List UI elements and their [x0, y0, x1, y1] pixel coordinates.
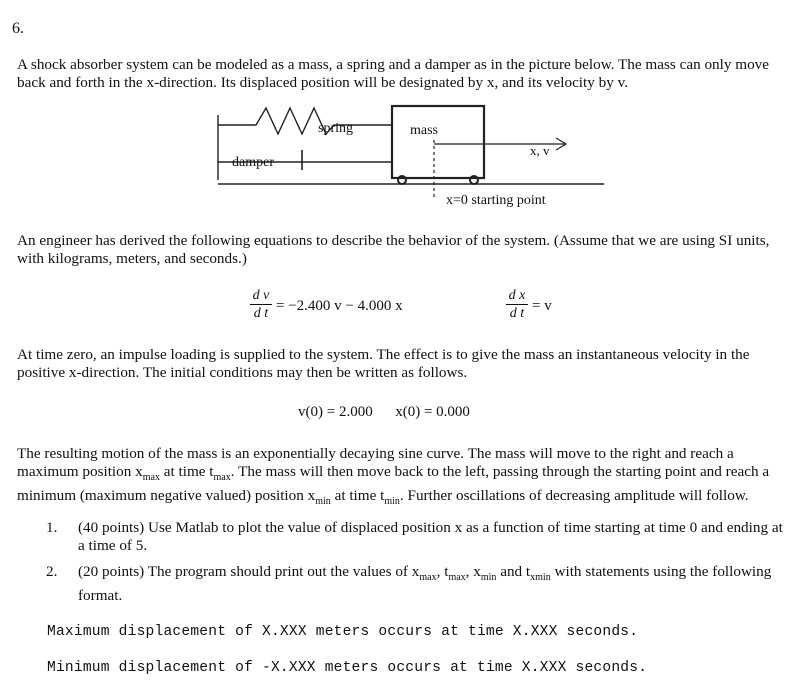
motion-paragraph [17, 445, 789, 511]
motion-part4: at time t [330, 487, 385, 505]
item-2-c2: , x [465, 563, 481, 580]
item-2-sub3: min [480, 572, 497, 584]
item-1 [46, 519, 783, 555]
motion-max-sub: max [142, 472, 160, 484]
mass-box [392, 106, 484, 178]
start-label: x=0 starting point [446, 193, 546, 208]
eq1-numerator: d v [252, 288, 270, 303]
motion-part1: The resulting motion of the mass is an exponentially decaying sine curve. The mass will move to the right and reach a maximum position x [17, 445, 734, 480]
eq2-numerator: d x [508, 288, 526, 303]
engineer-paragraph: An engineer has derived the following equations to describe the behavior of the system. (Assume that we are using SI units, with kilograms, meters, and seconds.) [17, 232, 770, 267]
eq2-rhs: = v [532, 298, 552, 314]
output-format-min: Minimum displacement of -X.XXX meters occurs at time X.XXX seconds. [47, 660, 648, 676]
item-1-number: 1. [46, 519, 58, 536]
motion-part2: at time t [159, 463, 214, 480]
axis-label: x, v [530, 143, 550, 158]
eq2-denominator: d t [509, 306, 525, 321]
eq1-fraction [250, 288, 272, 321]
eq2-fraction [506, 288, 528, 321]
item-2-number: 2. [46, 563, 58, 580]
output-format-max: Maximum displacement of X.XXX meters occurs at time X.XXX seconds. [47, 624, 639, 640]
item-2-c1: , t [436, 563, 449, 580]
impulse-paragraph: At time zero, an impulse loading is supplied to the system. The effect is to give the mass an instantaneous velocity in the positive x-direction. The initial conditions may then be written as follows. [17, 346, 750, 381]
motion-min-sub: min [315, 496, 331, 508]
motion-tmin-sub: min [384, 496, 400, 508]
spring-coil [218, 108, 392, 134]
shock-absorber-diagram [210, 100, 620, 220]
motion-part5: . Further oscillations of decreasing amplitude will follow. [399, 487, 749, 505]
item-2-c3: and t [496, 563, 531, 580]
eq1-denominator: d t [253, 306, 269, 321]
item-2-sub4: xmin [530, 572, 551, 584]
item-2-sub2: max [448, 572, 466, 584]
item-2 [46, 563, 783, 605]
intro-paragraph: A shock absorber system can be modeled as a mass, a spring and a damper as in the picture below. The mass can only move back and forth in the x-direction. Its displaced position will be designated by x, and its velocity by v. [17, 56, 769, 91]
initial-conditions: v(0) = 2.000 x(0) = 0.000 [298, 404, 470, 420]
item-1-text: (40 points) Use Matlab to plot the value of displaced position x as a function of time starting at time 0 and ending at a time of 5. [78, 519, 783, 554]
item-2-text-a: (20 points) The program should print out the values of x [78, 563, 420, 580]
item-2-sub1: max [419, 572, 437, 584]
item-2-text-b: with statements using the following format. [78, 563, 772, 605]
eq1-rhs: = −2.400 v − 4.000 x [276, 298, 403, 314]
spring-label: spring [318, 121, 353, 136]
motion-tmax-sub: max [213, 472, 231, 484]
motion-part3: . The mass will then move back to the left, passing through the starting point and reach a minimum (maximum negative valued) position x [17, 463, 770, 505]
question-number: 6. [12, 20, 24, 37]
mass-label: mass [410, 123, 438, 138]
damper-label: damper [232, 155, 274, 170]
